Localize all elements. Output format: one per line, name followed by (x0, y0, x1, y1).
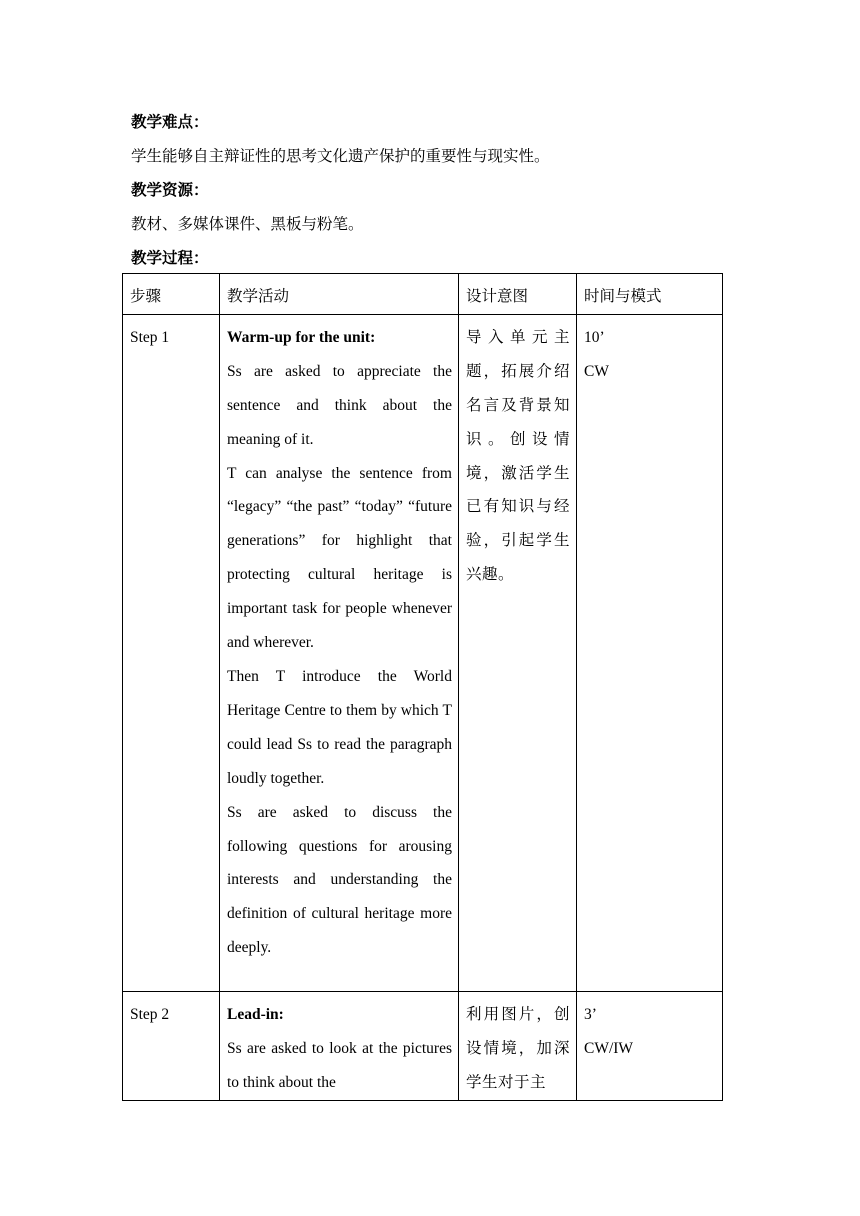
activity-paragraph: Ss are asked to discuss the following questions for arousing interests and understanding the definition of cultural heritage more deeply. (227, 803, 452, 957)
intent-cell (459, 991, 577, 1100)
intent-cell (459, 314, 577, 991)
activity-paragraph: T can analyse the sentence from “legacy” “the past” “today” “future generations” for highlight that protecting cultural heritage is important task for people whenever and wherever. (227, 464, 452, 652)
difficulty-text: 学生能够自主辩证性的思考文化遗产保护的重要性与现实性。 (131, 147, 550, 165)
step-label: Step 2 (130, 1005, 170, 1023)
time-value: 3’ (584, 1005, 597, 1023)
intent-text: 导入单元主题，拓展介绍名言及背景知识。创设情境，激活学生已有知识与经验，引起学生兴趣。 (466, 327, 570, 584)
difficulty-heading: 教学难点： (131, 113, 209, 131)
process-heading: 教学过程： (131, 249, 209, 267)
activity-cell (220, 314, 459, 991)
activity-title: Lead-in: (227, 1005, 284, 1023)
time-value: 10’ (584, 328, 605, 346)
header-activity: 教学活动 (220, 274, 459, 315)
activity-title: Warm-up for the unit: (227, 328, 376, 346)
header-intent: 设计意图 (459, 274, 577, 315)
resources-text: 教材、多媒体课件、黑板与粉笔。 (131, 215, 364, 233)
time-mode-cell (577, 314, 723, 991)
teaching-process-table (122, 273, 723, 1101)
activity-paragraph: Then T introduce the World Heritage Centre to them by which T could lead Ss to read the paragraph loudly together. (227, 667, 452, 787)
header-time-mode: 时间与模式 (577, 274, 723, 315)
table-row (123, 991, 723, 1100)
activity-paragraph: Ss are asked to look at the pictures to think about the (227, 1039, 452, 1091)
step-cell (123, 991, 220, 1100)
table-header-row (123, 274, 723, 315)
activity-cell (220, 991, 459, 1100)
resources-heading: 教学资源： (131, 181, 209, 199)
time-mode-cell (577, 991, 723, 1100)
activity-paragraph: Ss are asked to appreciate the sentence and think about the meaning of it. (227, 362, 452, 448)
table-row (123, 314, 723, 991)
intent-text: 利用图片，创设情境，加深学生对于主 (466, 1004, 570, 1091)
step-cell (123, 314, 220, 991)
mode-value: CW/IW (584, 1039, 634, 1057)
mode-value: CW (584, 362, 609, 380)
header-step: 步骤 (123, 274, 220, 315)
step-label: Step 1 (130, 328, 170, 346)
